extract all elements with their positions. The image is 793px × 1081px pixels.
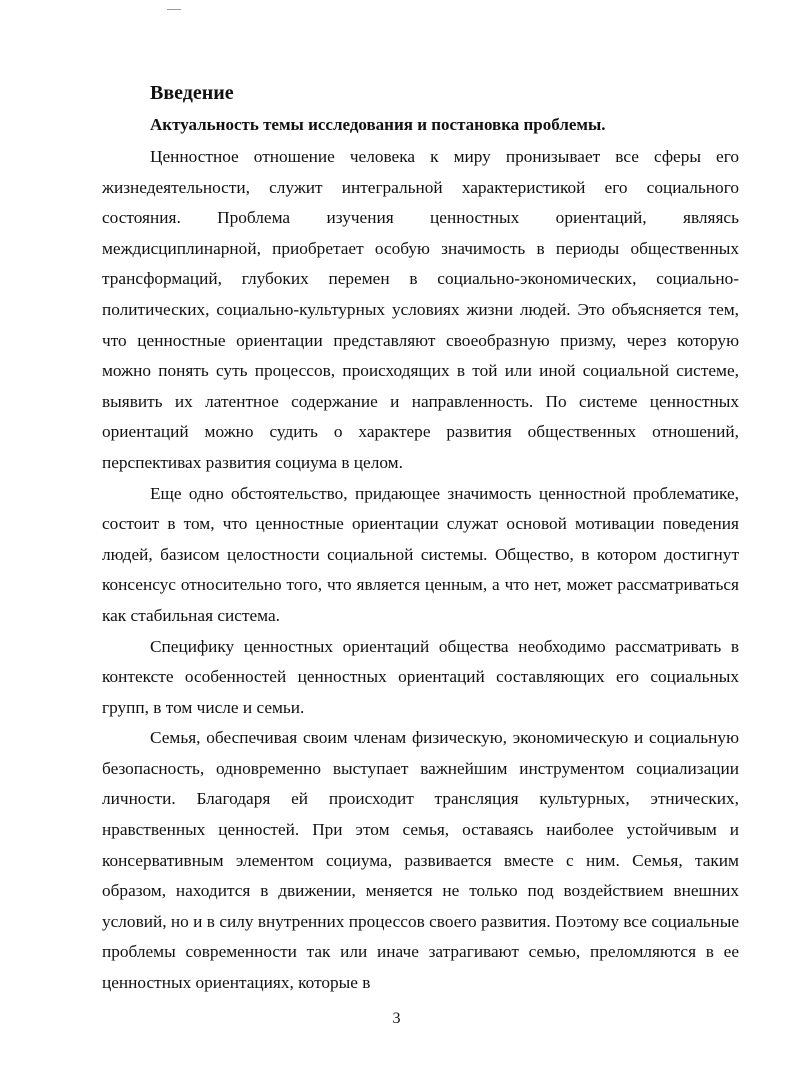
paragraph-1: Ценностное отношение человека к миру пронизывает все сферы его жизнедеятельности, служит интегральной характеристикой его социального состояния. Проблема изучения ценностных ориентаций, являясь междисциплинарной, приобретает особую значимость в периоды общественных трансформаций, глубоких перемен в социально-экономических, социально-политических, социально-культурных условиях жизни людей. Это объясняется тем, что ценностные ориентации представляют своеобразную призму, через которую можно понять суть процессов, происходящих в той или иной социальной системе, выявить их латентное содержание и направленность. По системе ценностных ориентаций можно судить о характере развития общественных отношений, перспективах развития социума в целом.: [102, 147, 739, 472]
paragraph-2: Еще одно обстоятельство, придающее значимость ценностной проблематике, состоит в том, что ценностные ориентации служат основой мотивации поведения людей, базисом целостности социальной системы. Общество, в котором достигнут консенсус относительно того, что является ценным, а что нет, может рассматриваться как стабильная система.: [102, 483, 739, 625]
section-heading: Введение: [150, 82, 234, 104]
paragraph-3: Специфику ценностных ориентаций общества необходимо рассматривать в контексте особенностей ценностных ориентаций составляющих его социальных групп, в том числе и семьи.: [102, 636, 739, 717]
body-text: [102, 142, 739, 999]
scan-artifact-mark: [167, 9, 181, 10]
page-number: 3: [392, 1010, 401, 1027]
paragraph-4: Семья, обеспечивая своим членам физическую, экономическую и социальную безопасность, одновременно выступает важнейшим инструментом социализации личности. Благодаря ей происходит трансляция культурных, этнических, нравственных ценностей. При этом семья, оставаясь наиболее устойчивым и консервативным элементом социума, развивается вместе с ним. Семья, таким образом, находится в движении, меняется не только под воздействием внешних условий, но и в силу внутренних процессов своего развития. Поэтому все социальные проблемы современности так или иначе затрагивают семью, преломляются в ее ценностных ориентациях, которые в: [102, 728, 739, 993]
section-subheading: Актуальность темы исследования и постановка проблемы.: [150, 115, 606, 134]
